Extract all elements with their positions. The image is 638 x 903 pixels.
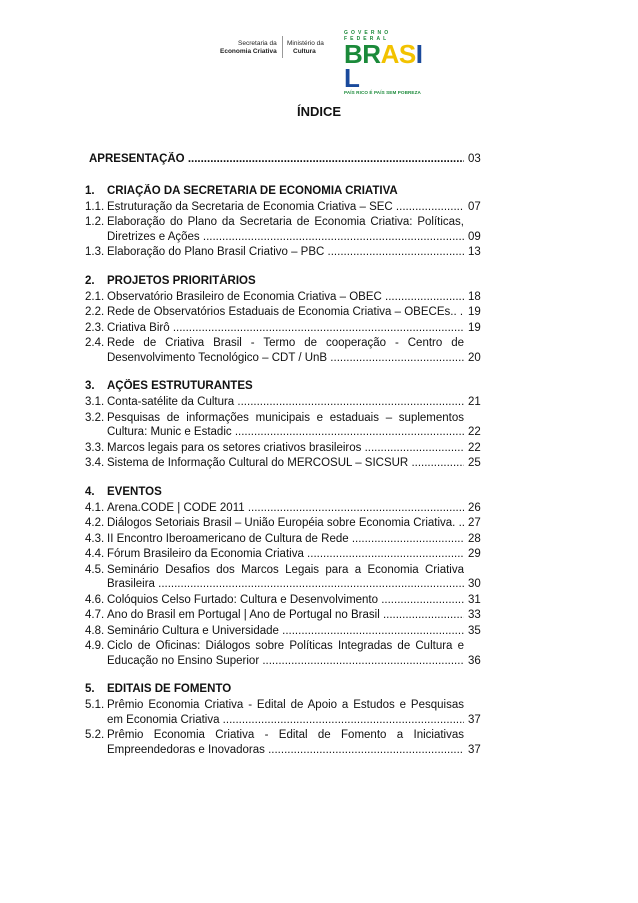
toc-entry-number: 5.1. bbox=[85, 699, 105, 711]
toc-page-number: 37 bbox=[468, 743, 481, 756]
section-title: AÇÕES ESTRUTURANTES bbox=[107, 380, 253, 392]
governo-federal-logo bbox=[344, 30, 434, 95]
toc-entry-label: Conta-satélite da Cultura ..... bbox=[107, 395, 464, 409]
toc-entry-number: 1.2. bbox=[85, 216, 105, 228]
toc-entry-number: 1.1. bbox=[85, 200, 105, 213]
toc-entry-number: 4.1. bbox=[85, 501, 105, 514]
brasil-letter: I bbox=[415, 39, 423, 69]
toc-page-number: 20 bbox=[468, 351, 481, 364]
logo-divider bbox=[282, 36, 283, 58]
toc-entry-label: Sistema de Informação Cultural do MERCOSUL – SICSUR ..... bbox=[107, 456, 464, 470]
toc-entry-number: 1.3. bbox=[85, 246, 105, 258]
toc-entry-number: 2.4. bbox=[85, 337, 105, 349]
ministerio-logo bbox=[287, 40, 324, 55]
toc-page-number: 19 bbox=[468, 306, 481, 318]
section-title: EVENTOS bbox=[107, 485, 162, 498]
toc-entry-label: Seminário Desafios dos Marcos Legais para a Economia Criativa bbox=[107, 563, 464, 576]
toc-entry-label: Desenvolvimento Tecnológico – CDT / UnB ..... bbox=[107, 351, 464, 365]
toc-entry-number: 3.3. bbox=[85, 441, 105, 454]
toc-entry-label: Estruturação da Secretaria de Economia Criativa – SEC ..... bbox=[107, 200, 464, 214]
toc-entry-number: 4.4. bbox=[85, 548, 105, 560]
toc-page-number: 26 bbox=[468, 501, 481, 514]
toc-entry-number: 5.2. bbox=[85, 729, 105, 741]
toc-entry-label: II Encontro Iberoamericano de Cultura de Rede ..... bbox=[107, 532, 464, 546]
toc-page-number: 37 bbox=[468, 713, 481, 726]
toc-entry-number: 4.7. bbox=[85, 609, 105, 621]
toc-entry-label: Criativa Birô ..... bbox=[107, 321, 464, 335]
toc-entry-label: em Economia Criativa ..... bbox=[107, 713, 464, 727]
toc-page-number: 18 bbox=[468, 290, 481, 303]
brasil-letter: B bbox=[344, 39, 363, 69]
secretaria-logo-line1: Secretaria da bbox=[238, 40, 277, 47]
ministerio-logo-line1: Ministério da bbox=[287, 40, 324, 47]
toc-entry-number: 2.1. bbox=[85, 290, 105, 303]
toc-entry-label: Elaboração do Plano Brasil Criativo – PBC ..... bbox=[107, 245, 464, 259]
ministerio-logo-line2: Cultura bbox=[293, 47, 316, 55]
toc-page-number: 09 bbox=[468, 230, 481, 243]
toc-entry-label: Prêmio Economia Criativa - Edital de Fomento a Iniciativas bbox=[107, 729, 464, 741]
brasil-letter: R bbox=[362, 39, 381, 69]
toc-entry-label: Cultura: Munic e Estadic ..... bbox=[107, 425, 464, 439]
toc-page-number: 07 bbox=[468, 200, 481, 213]
toc-entry-number: 4.3. bbox=[85, 532, 105, 545]
toc-entry-label: Ano do Brasil em Portugal | Ano de Portugal no Brasil ..... bbox=[107, 608, 464, 622]
toc-entry-number: 3.4. bbox=[85, 457, 105, 469]
toc-entry-label: Marcos legais para os setores criativos brasileiros ..... bbox=[107, 441, 464, 455]
toc-entry-label: Diretrizes e Ações ..... bbox=[107, 230, 464, 244]
section-number: 2. bbox=[85, 274, 95, 287]
toc-page-number: 35 bbox=[468, 624, 481, 637]
toc-entry-number: 3.1. bbox=[85, 396, 105, 408]
toc-entry-number: 2.2. bbox=[85, 306, 105, 318]
section-title: CRIAÇÃO DA SECRETARIA DE ECONOMIA CRIATIVA bbox=[107, 184, 398, 197]
toc-entry-label: Rede de Criativa Brasil - Termo de cooperação - Centro de bbox=[107, 337, 464, 349]
toc-entry-number: 4.9. bbox=[85, 640, 105, 652]
toc-entry-label: Colóquios Celso Furtado: Cultura e Desenvolvimento ..... bbox=[107, 593, 464, 607]
toc-entry-number: 4.2. bbox=[85, 517, 105, 529]
secretaria-logo bbox=[220, 40, 277, 55]
document-header bbox=[0, 22, 638, 95]
toc-entry-label: Educação no Ensino Superior ..... bbox=[107, 654, 464, 668]
toc-page-number: 36 bbox=[468, 654, 481, 667]
page-title: ÍNDICE bbox=[296, 104, 342, 119]
toc-entry-label: Rede de Observatórios Estaduais de Economia Criativa – OBECEs.. ..... bbox=[107, 305, 464, 319]
section-number: 1. bbox=[85, 184, 95, 197]
brasil-letter: S bbox=[398, 39, 416, 69]
toc-entry-label: Seminário Cultura e Universidade ..... bbox=[107, 624, 464, 638]
toc-entry-label: Ciclo de Oficinas: Diálogos sobre Políticas Integradas de Cultura e bbox=[107, 640, 464, 652]
section-number: 5. bbox=[85, 683, 95, 695]
toc-entry-label: Brasileira ..... bbox=[107, 577, 464, 591]
toc-entry-number: 2.3. bbox=[85, 321, 105, 334]
toc-entry-number: 4.8. bbox=[85, 624, 105, 637]
toc-page-number: 22 bbox=[468, 426, 481, 438]
brasil-letter: A bbox=[380, 39, 399, 69]
toc-page-number: 03 bbox=[468, 153, 481, 165]
toc-page-number: 33 bbox=[468, 609, 481, 621]
toc-entry-label: Arena.CODE | CODE 2011 ..... bbox=[107, 501, 464, 515]
toc-page-number: 21 bbox=[468, 396, 481, 408]
governo-federal-label: GOVERNO FEDERAL bbox=[344, 30, 392, 42]
section-title: EDITAIS DE FOMENTO bbox=[107, 683, 232, 695]
toc-page-number: 30 bbox=[468, 578, 481, 590]
brasil-letter: L bbox=[344, 63, 360, 93]
toc-entry-label: Observatório Brasileiro de Economia Criativa – OBEC ..... bbox=[107, 290, 464, 304]
toc-page-number: 13 bbox=[468, 246, 481, 258]
section-number: 3. bbox=[85, 380, 95, 392]
toc-page-number: 29 bbox=[468, 548, 481, 560]
toc-entry-number: 4.5. bbox=[85, 563, 105, 576]
secretaria-logo-line2: Economia Criativa bbox=[220, 47, 277, 55]
toc-entry-number: 3.2. bbox=[85, 411, 105, 424]
toc-entry-label: Pesquisas de informações municipais e estaduais – suplementos bbox=[107, 411, 464, 424]
toc-entry-label: Prêmio Economia Criativa - Edital de Apoio a Estudos e Pesquisas bbox=[107, 699, 464, 711]
section-number: 4. bbox=[85, 485, 95, 498]
toc-entry-number: 4.6. bbox=[85, 593, 105, 606]
section-title: PROJETOS PRIORITÁRIOS bbox=[107, 274, 256, 287]
toc-entry-label: Elaboração do Plano da Secretaria de Economia Criativa: Políticas, bbox=[107, 216, 464, 228]
toc-entry-label: Fórum Brasileiro da Economia Criativa ..... bbox=[107, 547, 464, 561]
toc-page-number: 28 bbox=[468, 532, 481, 545]
toc-entry-label: Empreendedoras e Inovadoras ..... bbox=[107, 743, 464, 757]
governo-slogan: PAÍS RICO É PAÍS SEM POBREZA bbox=[344, 90, 421, 95]
toc-entry-label: APRESENTAÇÃO ..... bbox=[89, 152, 464, 166]
toc-page-number: 22 bbox=[468, 441, 481, 454]
toc-page-number: 19 bbox=[468, 321, 481, 334]
toc-page-number: 31 bbox=[468, 593, 481, 606]
toc-entry-label: Diálogos Setoriais Brasil – União Européia sobre Economia Criativa. ..... bbox=[107, 516, 464, 530]
toc-page-number: 25 bbox=[468, 457, 481, 469]
toc-page-number: 27 bbox=[468, 517, 481, 529]
